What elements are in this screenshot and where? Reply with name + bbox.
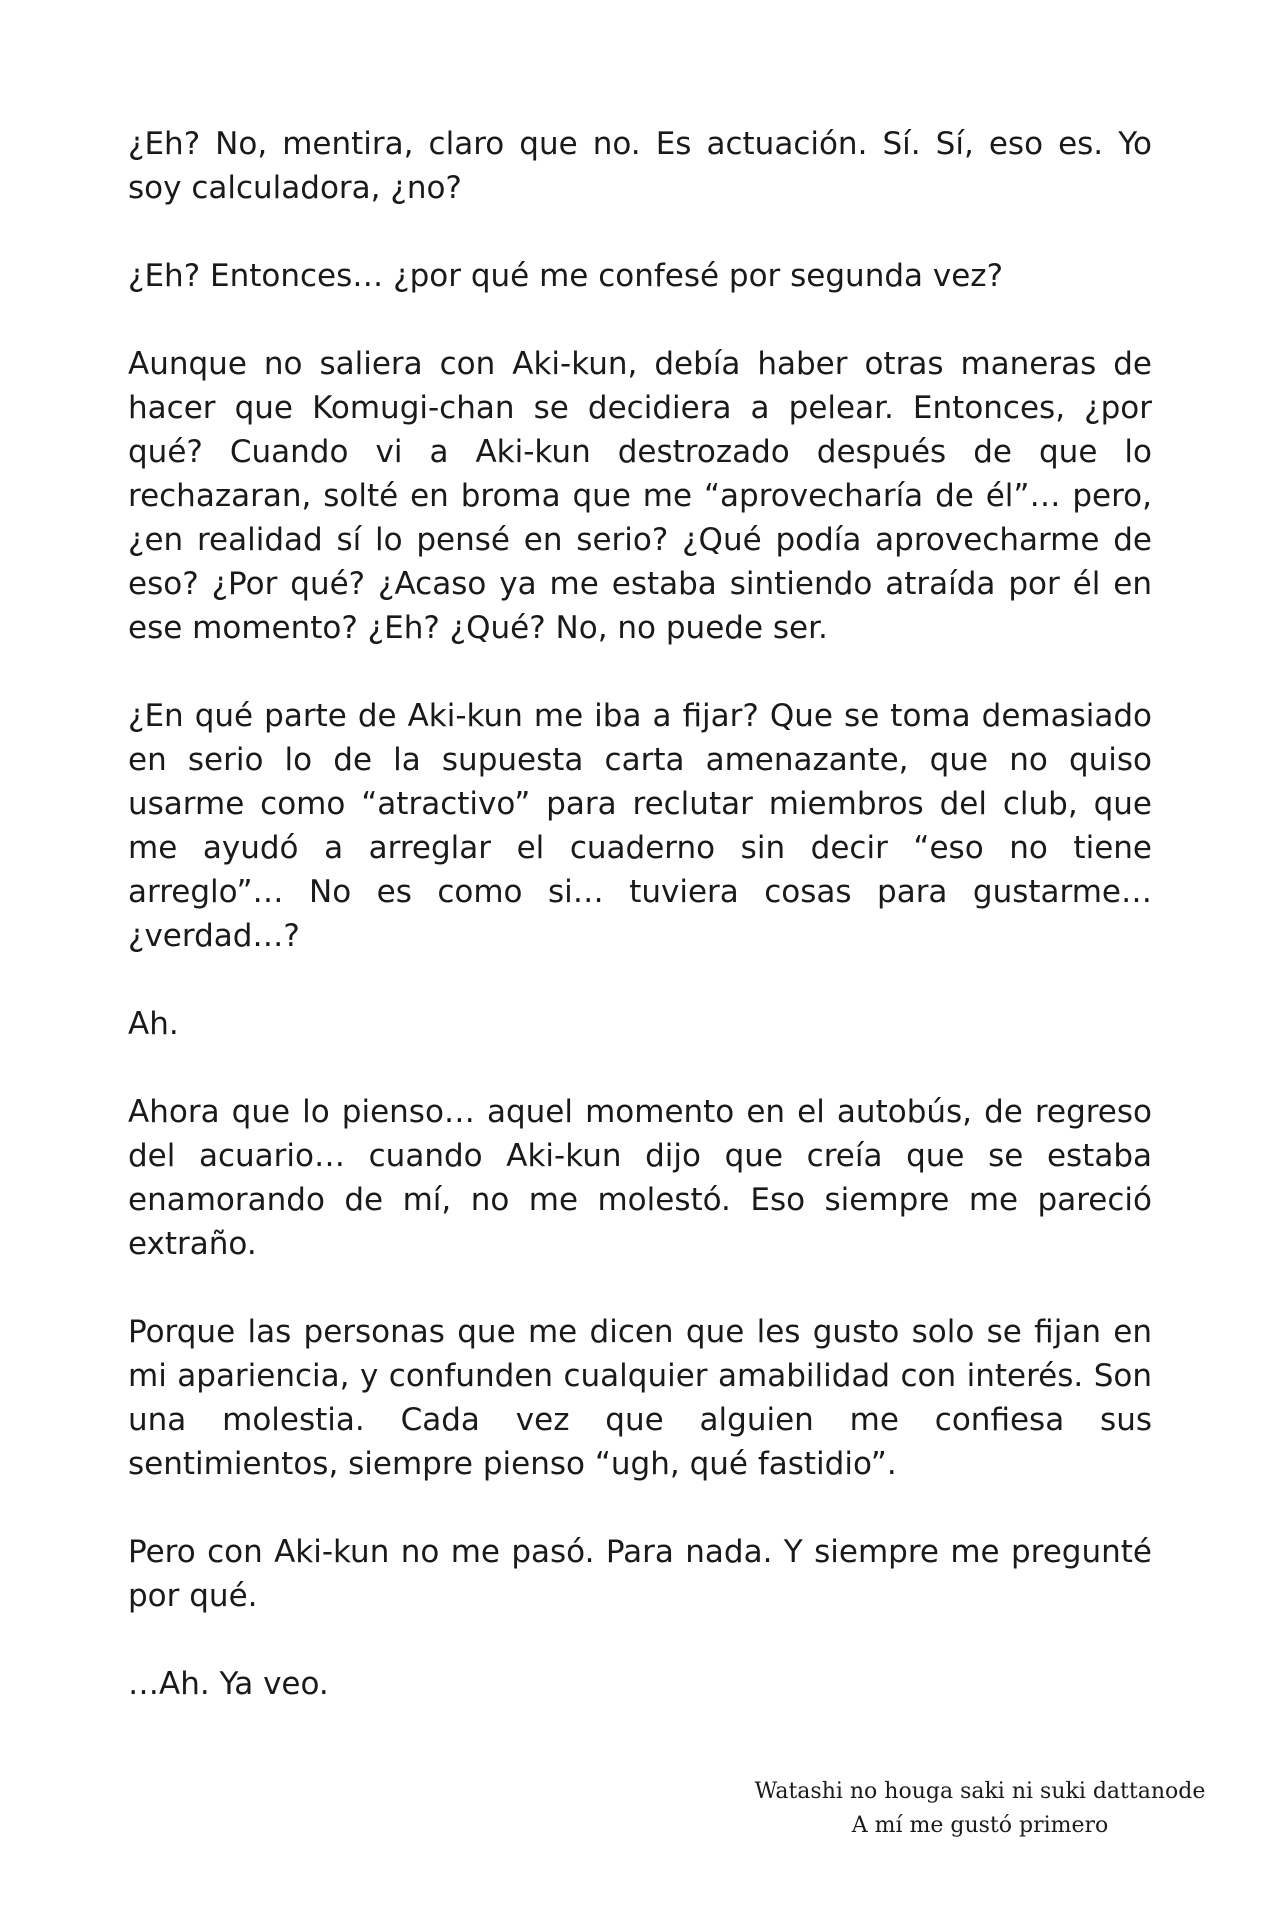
paragraph-6: Ahora que lo pienso… aquel momento en el autobús, de regreso del acuario… cuando Aki-kun dijo que creía que se estaba enamorando de mí, no me molestó. Eso siempre me pareció extraño. (128, 1094, 1152, 1262)
body-text (128, 122, 1152, 1750)
paragraph-7: Porque las personas que me dicen que les gusto solo se fijan en mi apariencia, y confunden cualquier amabilidad con interés. Son una molestia. Cada vez que alguien me confiesa sus sentimientos, siempre pienso “ugh, qué fastidio”. (128, 1314, 1152, 1482)
footer-subtitle: A mí me gustó primero (851, 1813, 1109, 1838)
paragraph-1: ¿Eh? No, mentira, claro que no. Es actuación. Sí. Sí, eso es. Yo soy calculadora, ¿no? (128, 126, 1152, 206)
paragraph-2: ¿Eh? Entonces… ¿por qué me confesé por segunda vez? (128, 258, 1004, 294)
paragraph-3: Aunque no saliera con Aki-kun, debía haber otras maneras de hacer que Komugi-chan se decidiera a pelear. Entonces, ¿por qué? Cuando vi a Aki-kun destrozado después de que lo rechazaran, solté en broma que me “aprovecharía de él”… pero, ¿en realidad sí lo pensé en serio? ¿Qué podía aprovecharme de eso? ¿Por qué? ¿Acaso ya me estaba sintiendo atraída por él en ese momento? ¿Eh? ¿Qué? No, no puede ser. (128, 346, 1152, 646)
paragraph-8: Pero con Aki-kun no me pasó. Para nada. Y siempre me pregunté por qué. (128, 1534, 1152, 1614)
footer-series-title: Watashi no houga saki ni suki dattanode (754, 1779, 1206, 1804)
paragraph-5: Ah. (128, 1006, 179, 1042)
page-footer (740, 1775, 1220, 1843)
paragraph-9: …Ah. Ya veo. (128, 1666, 329, 1702)
paragraph-4: ¿En qué parte de Aki-kun me iba a fijar? Que se toma demasiado en serio lo de la supuesta carta amenazante, que no quiso usarme como “atractivo” para reclutar miembros del club, que me ayudó a arreglar el cuaderno sin decir “eso no tiene arreglo”… No es como si… tuviera cosas para gustarme… ¿verdad…? (128, 698, 1152, 954)
